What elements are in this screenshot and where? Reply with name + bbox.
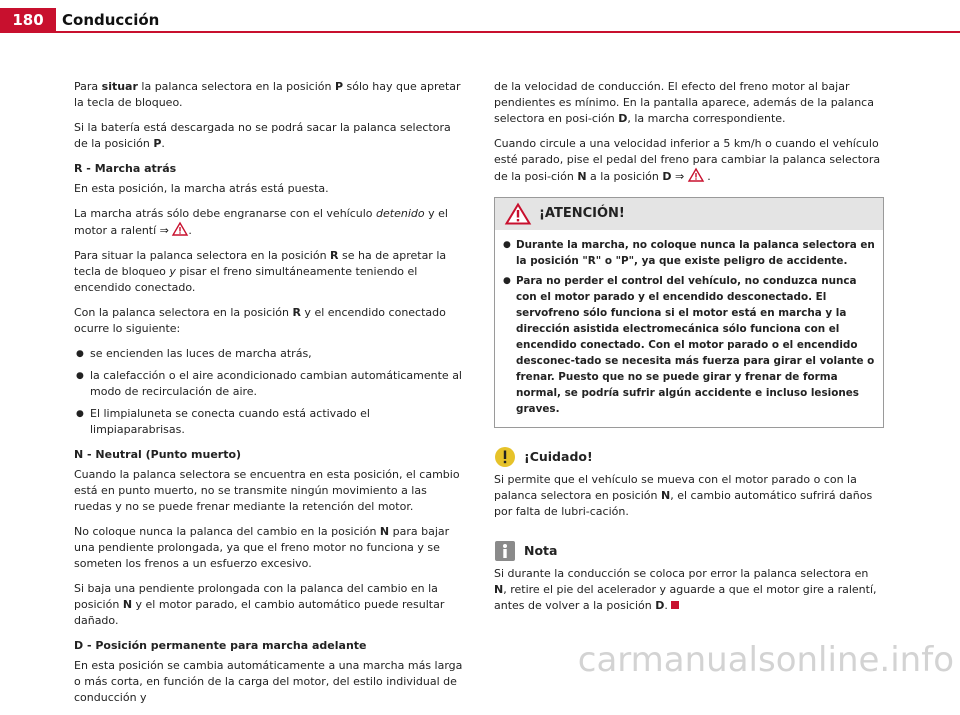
paragraph-r-4: Con la palanca selectora en la posición R y el encendido conectado ocurre lo siguiente: bbox=[74, 306, 446, 335]
paragraph-n-1: Cuando la palanca selectora se encuentra en esta posición, el cambio está en punto muerto, no se transmite ningún movimiento a las ruedas y no se puede frenar mediante la retención del motor. bbox=[74, 468, 460, 513]
r-consequences-list bbox=[74, 346, 464, 438]
paragraph-d-continued: de la velocidad de conducción. El efecto del freno motor al bajar pendientes es mínimo. En la pantalla aparece, además de la palanca selectora en posi-ción D, la marcha correspondiente. bbox=[494, 80, 874, 125]
caution-icon bbox=[494, 446, 516, 468]
list-item: ● Durante la marcha, no coloque nunca la palanca selectora en la posición "R" o "P", ya que existe peligro de accidente. bbox=[502, 237, 876, 269]
list-item: ● El limpialuneta se conecta cuando está activado el limpiaparabrisas. bbox=[74, 406, 464, 438]
note-title: Nota bbox=[524, 543, 558, 558]
heading-marcha-atras: R - Marcha atrás bbox=[74, 162, 177, 175]
end-of-section-icon bbox=[671, 601, 679, 609]
warning-triangle-icon bbox=[172, 222, 188, 236]
arrow-reference: ⇒ bbox=[675, 170, 685, 183]
list-item: ● Para no perder el control del vehículo, no conduzca nunca con el motor parado y el encendido desconectado. El servofreno sólo funciona si el motor está en marcha y la dirección asistida electromecánica sólo funciona con el encendido conectado. Con el motor parado o el encendido desconec-tado se necesita más fuerza para girar el volante o frenar. Puesto que no se puede girar y frenar de forma normal, se podría sufrir algún accidente e incluso lesiones graves. bbox=[502, 273, 876, 417]
paragraph-bateria: Si la batería está descargada no se podrá sacar la palanca selectora de la posición P. bbox=[74, 121, 451, 150]
paragraph-n-2: No coloque nunca la palanca del cambio en la posición N para bajar una pendiente prolongada, ya que el freno motor no funciona y se someten los frenos a un esfuerzo excesivo. bbox=[74, 525, 450, 570]
page-number: 180 bbox=[0, 8, 56, 32]
caution-heading bbox=[494, 446, 884, 468]
warning-box-title: ¡ATENCIÓN! bbox=[539, 206, 625, 221]
paragraph-situar-p: Para situar la palanca selectora en la posición P sólo hay que apretar la tecla de bloqueo. bbox=[74, 80, 461, 109]
paragraph-low-speed: Cuando circule a una velocidad inferior a 5 km/h o cuando el vehículo esté parado, pise el pedal del freno para cambiar la palanca selectora de la posi-ción N a la posición D ⇒ . bbox=[494, 137, 881, 183]
arrow-reference: ⇒ bbox=[159, 224, 169, 237]
warning-box-header bbox=[495, 198, 883, 230]
paragraph-note: Si durante la conducción se coloca por error la palanca selectora en N, retire el pie del acelerador y aguarde a que el motor gire a ralentí, antes de volver a la posición D. bbox=[494, 567, 877, 612]
page-title: Conducción bbox=[62, 11, 160, 29]
note-icon bbox=[494, 540, 516, 562]
warning-triangle-icon bbox=[505, 203, 531, 225]
paragraph-caution: Si permite que el vehículo se mueva con el motor parado o con la palanca selectora en posición N, el cambio automático sufrirá daños por falta de lubri-cación. bbox=[494, 473, 873, 518]
left-column bbox=[74, 79, 464, 715]
right-column bbox=[494, 79, 884, 623]
paragraph-r-3: Para situar la palanca selectora en la posición R se ha de apretar la tecla de bloqueo y pisar el freno simultáneamente teniendo el encendido conectado. bbox=[74, 249, 447, 294]
list-item: ● se encienden las luces de marcha atrás, bbox=[74, 346, 464, 362]
paragraph-n-3: Si baja una pendiente prolongada con la palanca del cambio en la posición N y el motor parado, el cambio automático puede resultar dañado. bbox=[74, 582, 445, 627]
page-header bbox=[0, 0, 960, 32]
list-item: ● la calefacción o el aire acondicionado cambian automáticamente al modo de recirculación de aire. bbox=[74, 368, 464, 400]
watermark: carmanualsonline.info bbox=[577, 640, 954, 680]
paragraph-d-1: En esta posición se cambia automáticamente a una marcha más larga o más corta, en función de la carga del motor, del estilo individual de conducción y bbox=[74, 659, 463, 704]
header-rule bbox=[0, 31, 960, 33]
warning-triangle-icon bbox=[688, 168, 704, 182]
heading-neutral: N - Neutral (Punto muerto) bbox=[74, 448, 242, 461]
caution-title: ¡Cuidado! bbox=[524, 449, 593, 464]
warning-box bbox=[494, 197, 884, 428]
note-heading bbox=[494, 540, 884, 562]
warning-box-list bbox=[495, 230, 883, 427]
paragraph-r-1: En esta posición, la marcha atrás está puesta. bbox=[74, 182, 329, 195]
heading-drive: D - Posición permanente para marcha adelante bbox=[74, 639, 367, 652]
paragraph-r-2: La marcha atrás sólo debe engranarse con el vehículo detenido y el motor a ralentí ⇒ . bbox=[74, 207, 448, 237]
